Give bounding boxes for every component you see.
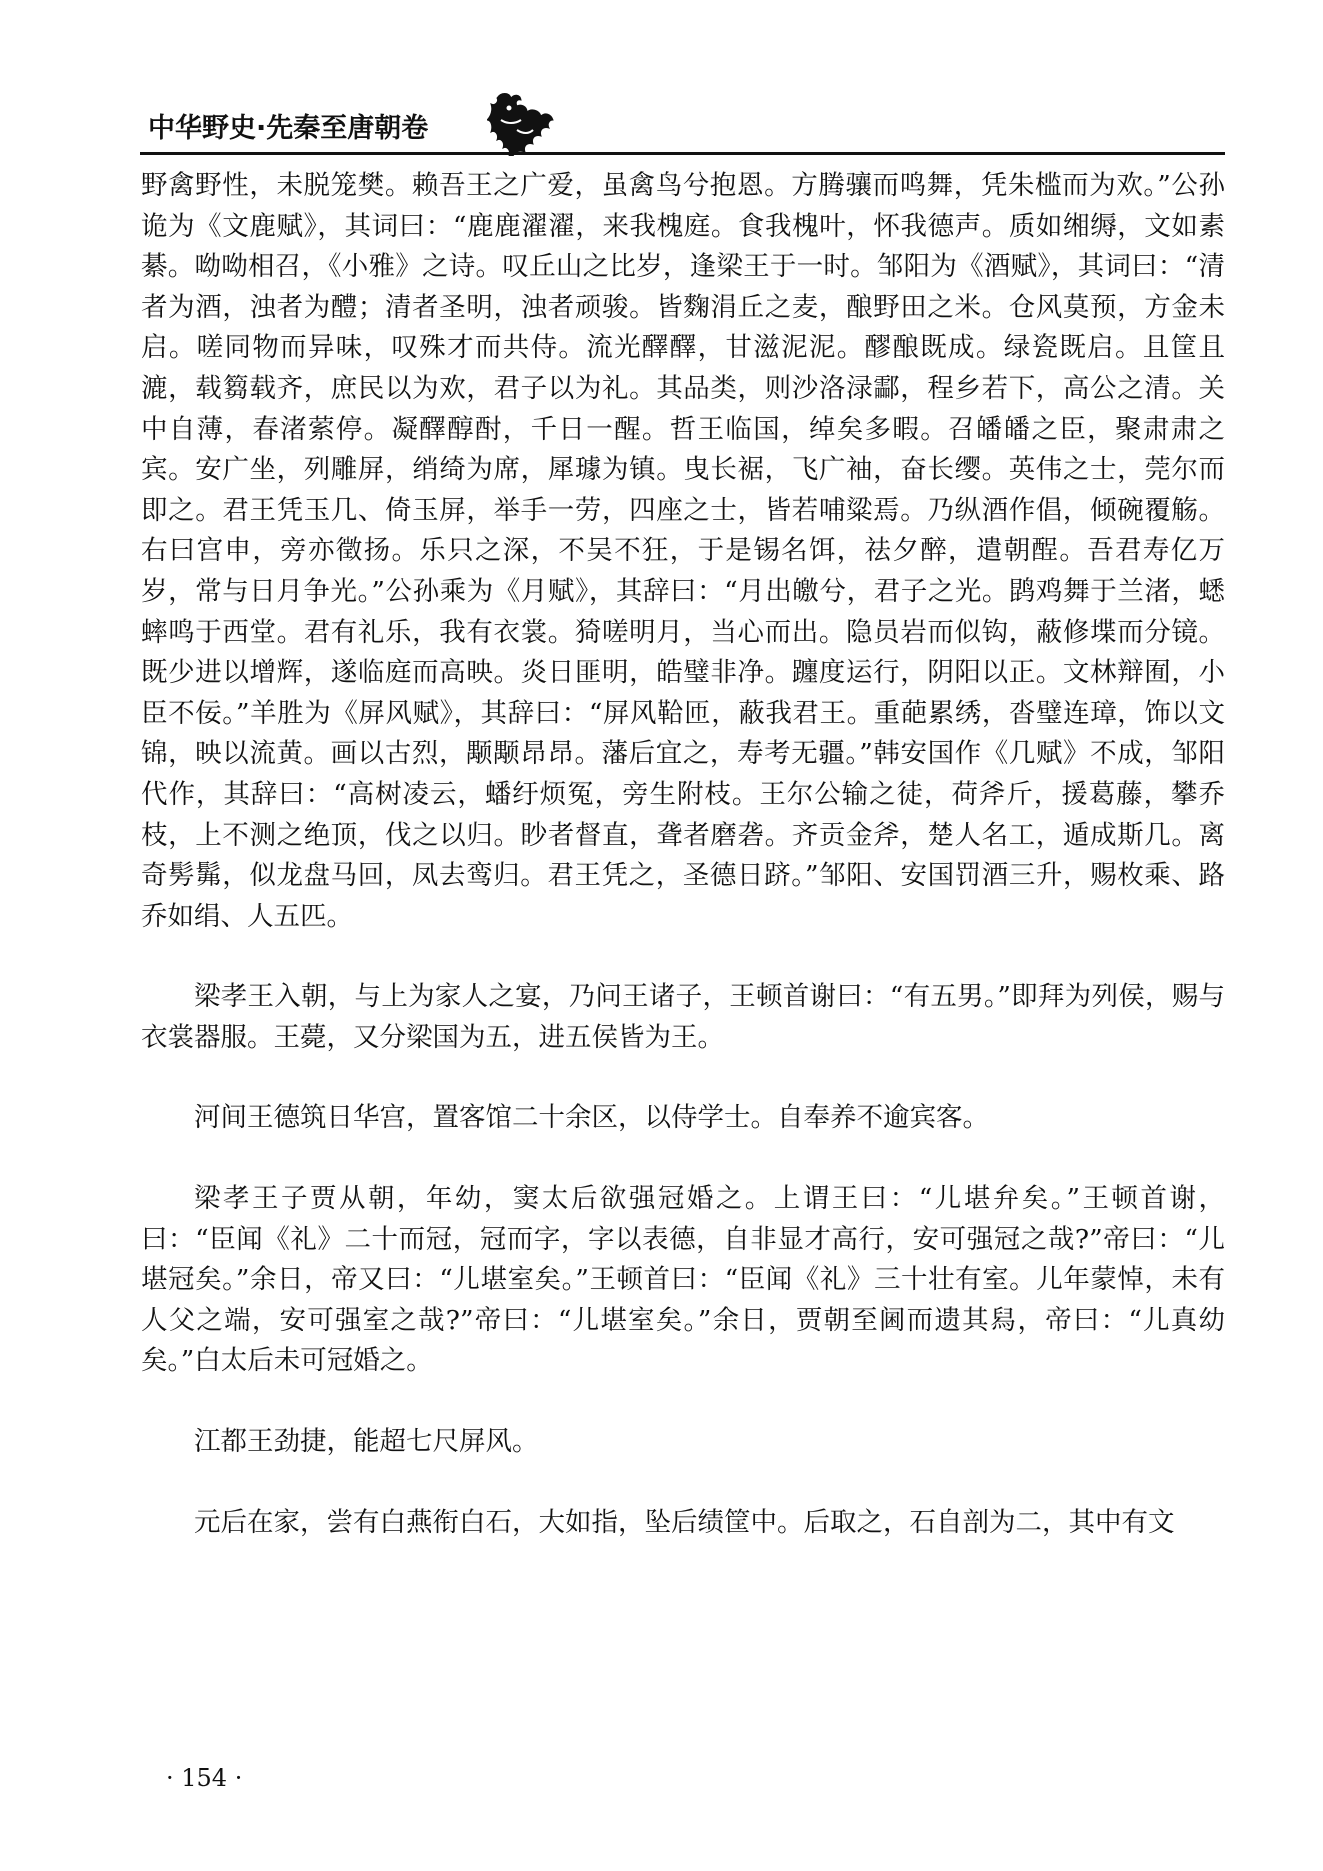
dragon-icon <box>487 90 557 156</box>
running-title: 中华野史·先秦至唐朝卷 <box>148 113 429 144</box>
paragraph-4: 梁孝王子贾从朝，年幼，窦太后欲强冠婚之。上谓王曰：“儿堪弁矣。”王顿首谢，曰：“臣闻《礼》二十而冠，冠而字，字以表德，自非显才高行，安可强冠之哉?”帝曰：“儿堪冠矣。”余日，帝又曰：“儿堪室矣。”王顿首曰：“臣闻《礼》三十壮有室。儿年蒙悼，未有人父之端，安可强室之哉?”帝曰：“儿堪室矣。”余日，贾朝至阃而遗其舄，帝曰：“儿真幼矣。”白太后未可冠婚之。 <box>141 1183 1225 1377</box>
paragraph-1: 野禽野性，未脱笼樊。赖吾王之广爱，虽禽鸟兮抱恩。方腾骧而鸣舞，凭朱槛而为欢。”公孙诡为《文鹿赋》，其词曰：“鹿鹿濯濯，来我槐庭。食我槐叶，怀我德声。质如缃缛，文如素綦。呦呦相召，《小雅》之诗。叹丘山之比岁，逢梁王于一时。邹阳为《酒赋》，其词曰：“清者为酒，浊者为醴；清者圣明，浊者顽骏。皆麴涓丘之麦，酿野田之米。仓风莫预，方金未启。嗟同物而异味，叹殊才而共侍。流光醳醳，甘滋泥泥。醪酿既成。绿瓷既启。且筐且漉，载篘载齐，庶民以为欢，君子以为礼。其品类，则沙洛渌酃，程乡若下，高公之清。关中自薄，春渚萦停。凝醳醇酎，千日一醒。哲王临国，绰矣多暇。召皤皤之臣，聚肃肃之宾。安广坐，列雕屏，绡绮为席，犀璩为镇。曳长裾，飞广袖，奋长缨。英伟之士，莞尔而即之。君王凭玉几、倚玉屏，举手一劳，四座之士，皆若哺粱焉。乃纵酒作倡，倾碗覆觞。右曰宫申，旁亦徵扬。乐只之深，不吴不狂，于是锡名饵，祛夕醉，遣朝酲。吾君寿亿万岁，常与日月争光。”公孙乘为《月赋》，其辞曰：“月出皦兮，君子之光。鹍鸡舞于兰渚，蟋蟀鸣于西堂。君有礼乐，我有衣裳。猗嗟明月，当心而出。隐员岩而似钩，蔽修堞而分镜。既少进以增辉，遂临庭而高映。炎日匪明，皓璧非净。躔度运行，阴阳以正。文林辩囿，小臣不佞。”羊胜为《屏风赋》，其辞曰：“屏风鞈匝，蔽我君王。重葩累绣，沓璧连璋，饰以文锦，映以流黄。画以古烈，颙颙昂昂。藩后宜之，寿考无疆。”韩安国作《几赋》不成，邹阳代作，其辞曰：“高树凌云，蟠纡烦冤，旁生附枝。王尔公输之徒，荷斧斤，援葛藤，攀乔枝，上不测之绝顶，伐之以归。眇者督直，聋者磨砻。齐贡金斧，楚人名工，遁成斯几。离奇髣髴，似龙盘马回，凤去鸾归。君王凭之，圣德日跻。”邹阳、安国罚酒三升，赐枚乘、路乔如绢、人五匹。 <box>141 170 1225 932</box>
header-rule <box>140 152 1225 155</box>
page-header <box>0 0 1323 160</box>
paragraph-5: 江都王劲捷，能超七尺屏风。 <box>194 1426 539 1458</box>
body-text <box>141 166 1225 1543</box>
page-number: · 154 · <box>166 1764 243 1792</box>
paragraph-2: 梁孝王入朝，与上为家人之宴，乃问王诸子，王顿首谢曰：“有五男。”即拜为列侯，赐与衣裳器服。王薨，又分梁国为五，进五侯皆为王。 <box>141 981 1225 1053</box>
paragraph-6: 元后在家，尝有白燕衔白石，大如指，坠后绩筐中。后取之，石自剖为二，其中有文 <box>194 1506 1175 1538</box>
paragraph-3: 河间王德筑日华宫，置客馆二十余区，以侍学士。自奉养不逾宾客。 <box>194 1102 989 1134</box>
